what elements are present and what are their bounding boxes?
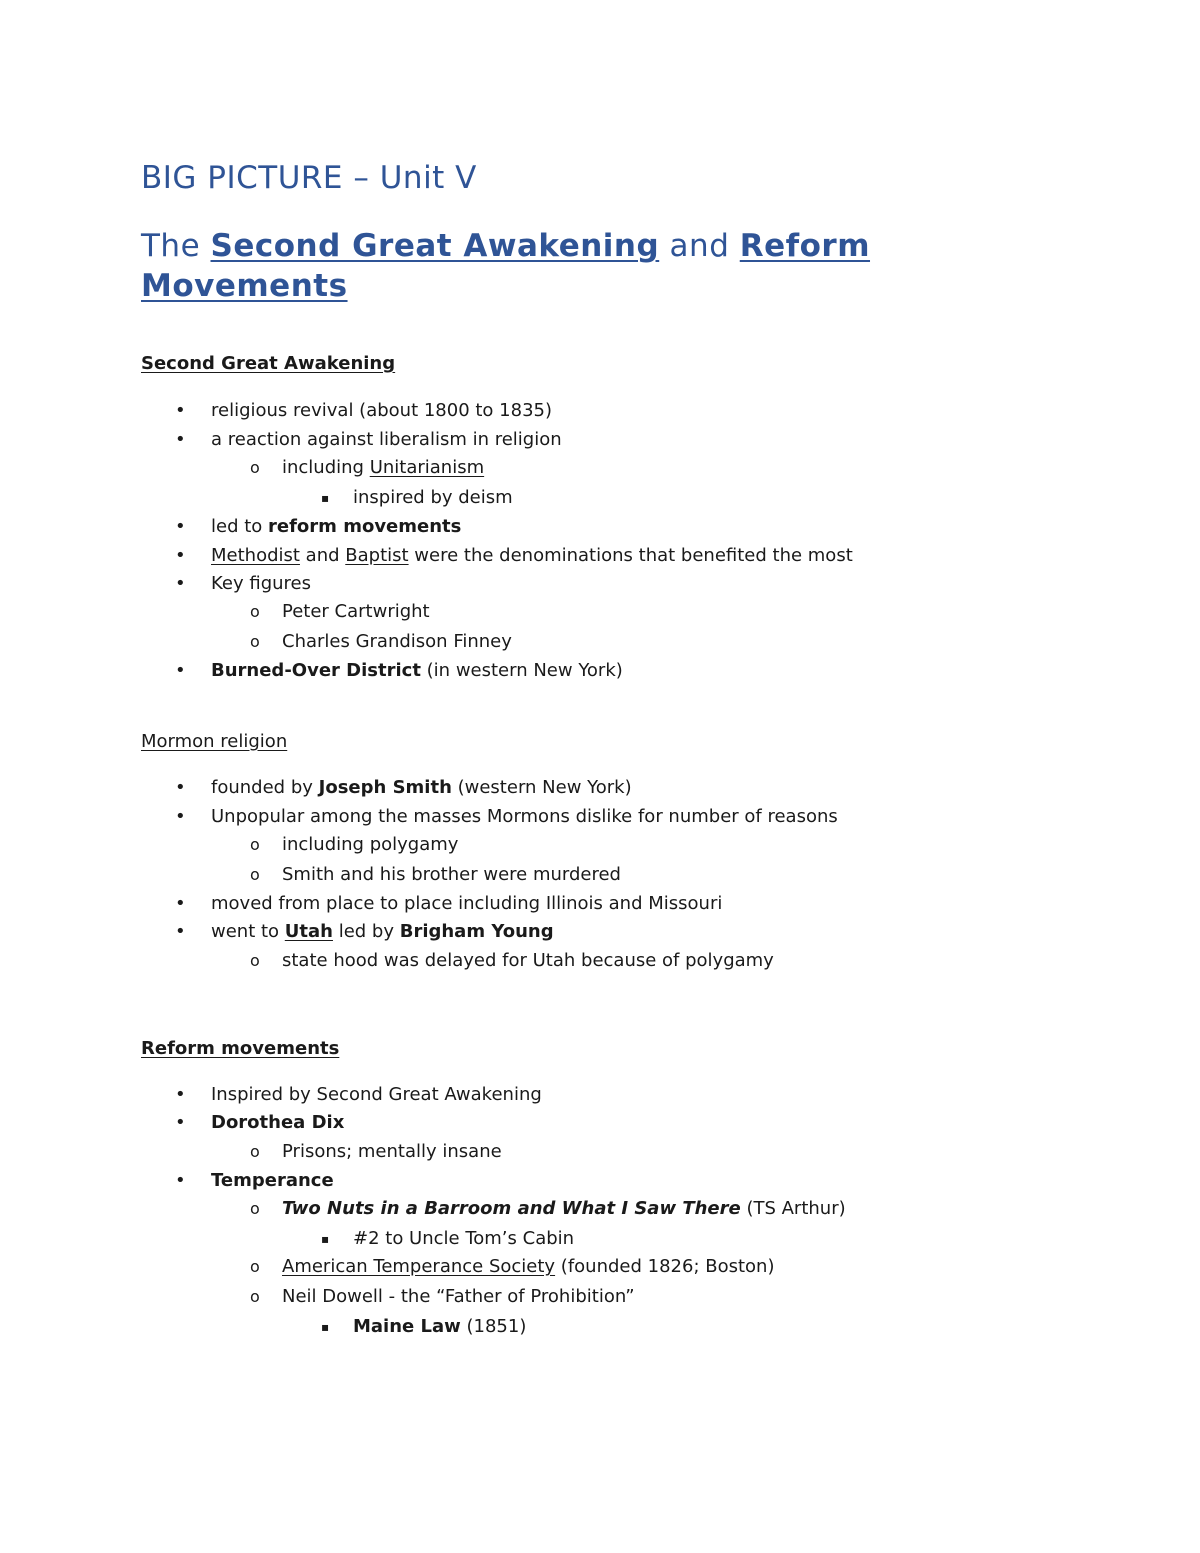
list-item: • Dorothea Dix <box>211 1110 344 1136</box>
bullet-marker: • <box>175 1170 186 1191</box>
list-item: o state hood was delayed for Utah because of polygamy <box>282 948 774 974</box>
list-item: o including Unitarianism <box>282 455 484 481</box>
list-item: • Burned-Over District (in western New York) <box>211 658 623 684</box>
bullet-marker: • <box>175 545 186 566</box>
section-heading-reform-movements: Reform movements <box>141 1038 340 1059</box>
section-heading-mormon-religion: Mormon religion <box>141 731 288 752</box>
circle-marker: o <box>250 632 260 651</box>
subtitle-connector: and <box>659 228 740 264</box>
list-item: • Key figures <box>211 571 311 597</box>
square-marker: ▪ <box>321 1320 330 1334</box>
list-item: ▪ Maine Law (1851) <box>353 1314 526 1340</box>
bullet-marker: • <box>175 429 186 450</box>
list-item: ▪ inspired by deism <box>353 485 513 511</box>
subtitle-topic-2b: Movements <box>141 268 348 304</box>
bullet-marker: • <box>175 573 186 594</box>
list-item: • religious revival (about 1800 to 1835) <box>211 398 552 424</box>
bullet-marker: • <box>175 516 186 537</box>
circle-marker: o <box>250 951 260 970</box>
list-item: • moved from place to place including Illinois and Missouri <box>211 891 722 917</box>
list-item: • Temperance <box>211 1168 334 1194</box>
list-item: o American Temperance Society (founded 1826; Boston) <box>282 1254 774 1280</box>
page-subtitle <box>141 226 901 306</box>
circle-marker: o <box>250 865 260 884</box>
list-item: • founded by Joseph Smith (western New York) <box>211 775 632 801</box>
bullet-marker: • <box>175 400 186 421</box>
list-item: o Smith and his brother were murdered <box>282 862 621 888</box>
list-item: o Neil Dowell - the “Father of Prohibition” <box>282 1284 635 1310</box>
list-item: o including polygamy <box>282 832 458 858</box>
subtitle-topic-2a: Reform <box>739 228 871 264</box>
bullet-marker: • <box>175 921 186 942</box>
bullet-marker: • <box>175 660 186 681</box>
circle-marker: o <box>250 1142 260 1161</box>
square-marker: ▪ <box>321 1232 330 1246</box>
bullet-marker: • <box>175 777 186 798</box>
circle-marker: o <box>250 835 260 854</box>
section-heading-second-great-awakening: Second Great Awakening <box>141 353 396 374</box>
list-item: • Unpopular among the masses Mormons dislike for number of reasons <box>211 804 838 830</box>
list-item: o Peter Cartwright <box>282 599 430 625</box>
page-title: BIG PICTURE – Unit V <box>141 160 477 196</box>
circle-marker: o <box>250 458 260 477</box>
subtitle-prefix: The <box>141 228 211 264</box>
bullet-marker: • <box>175 1084 186 1105</box>
list-item: • went to Utah led by Brigham Young <box>211 919 554 945</box>
list-item: • a reaction against liberalism in religion <box>211 427 562 453</box>
list-item: • led to reform movements <box>211 514 461 540</box>
bullet-marker: • <box>175 893 186 914</box>
list-item: • Inspired by Second Great Awakening <box>211 1082 542 1108</box>
square-marker: ▪ <box>321 491 330 505</box>
list-item: o Prisons; mentally insane <box>282 1139 502 1165</box>
subtitle-topic-1: Second Great Awakening <box>210 228 660 264</box>
bullet-marker: • <box>175 1112 186 1133</box>
circle-marker: o <box>250 1257 260 1276</box>
circle-marker: o <box>250 1199 260 1218</box>
circle-marker: o <box>250 1287 260 1306</box>
bullet-marker: • <box>175 806 186 827</box>
list-item: o Two Nuts in a Barroom and What I Saw There (TS Arthur) <box>282 1196 846 1222</box>
list-item: • Methodist and Baptist were the denominations that benefited the most <box>211 543 853 569</box>
list-item: ▪ #2 to Uncle Tom’s Cabin <box>353 1226 574 1252</box>
list-item: o Charles Grandison Finney <box>282 629 512 655</box>
circle-marker: o <box>250 602 260 621</box>
